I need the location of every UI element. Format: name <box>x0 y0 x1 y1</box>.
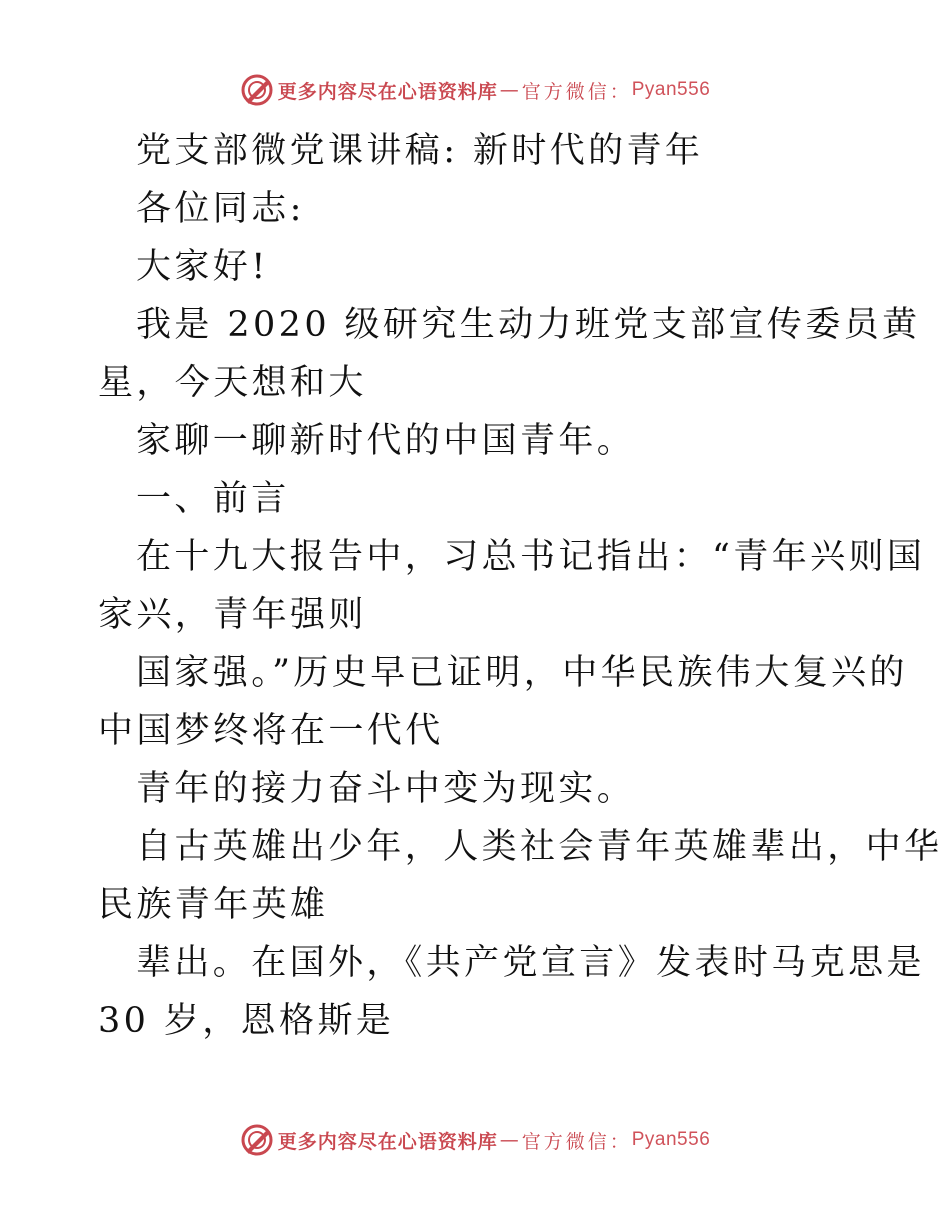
paragraph-line: 中国梦终将在一代代 <box>98 711 444 751</box>
paragraph-line: 在十九大报告中，习总书记指出：“青年兴则国 <box>136 537 926 577</box>
paragraph-line: 星，今天想和大 <box>98 363 367 403</box>
paragraph-line: 自古英雄出少年，人类社会青年英雄辈出，中华 <box>136 827 943 867</box>
banner-main-text: 更多内容尽在心语资料库 <box>277 80 498 103</box>
paragraph-line: 国家强。”历史早已证明，中华民族伟大复兴的 <box>136 653 908 693</box>
doc-title: 党支部微党课讲稿: 新时代的青年 <box>136 131 704 171</box>
paragraph-line: 30 岁，恩格斯是 <box>98 1001 395 1041</box>
banner-main-text: 更多内容尽在心语资料库 <box>277 1130 498 1153</box>
greeting: 大家好! <box>136 247 269 287</box>
document-body <box>98 122 943 1050</box>
footer-banner <box>0 1120 950 1160</box>
brand-logo-icon <box>240 1123 274 1157</box>
banner-dash: — <box>499 79 520 101</box>
paragraph-line: 家兴，青年强则 <box>98 595 367 635</box>
section-heading: 一、前言 <box>136 479 290 519</box>
header-banner <box>0 70 950 110</box>
banner-dash: — <box>499 1129 520 1151</box>
banner-wechat-label: 官方微信： <box>521 1130 632 1153</box>
salutation: 各位同志: <box>136 189 305 229</box>
paragraph-line: 家聊一聊新时代的中国青年。 <box>136 421 636 461</box>
banner-wechat-id: Pyan556 <box>631 79 711 100</box>
paragraph-line: 民族青年英雄 <box>98 885 329 925</box>
paragraph-line: 我是 2020 级研究生动力班党支部宣传委员黄 <box>136 305 921 345</box>
banner-wechat-id: Pyan556 <box>631 1129 711 1150</box>
paragraph-line: 辈出。在国外，《共产党宣言》发表时马克思是 <box>136 943 925 983</box>
banner-wechat-label: 官方微信： <box>521 80 632 103</box>
paragraph-line: 青年的接力奋斗中变为现实。 <box>136 769 636 809</box>
brand-logo-icon <box>240 73 274 107</box>
